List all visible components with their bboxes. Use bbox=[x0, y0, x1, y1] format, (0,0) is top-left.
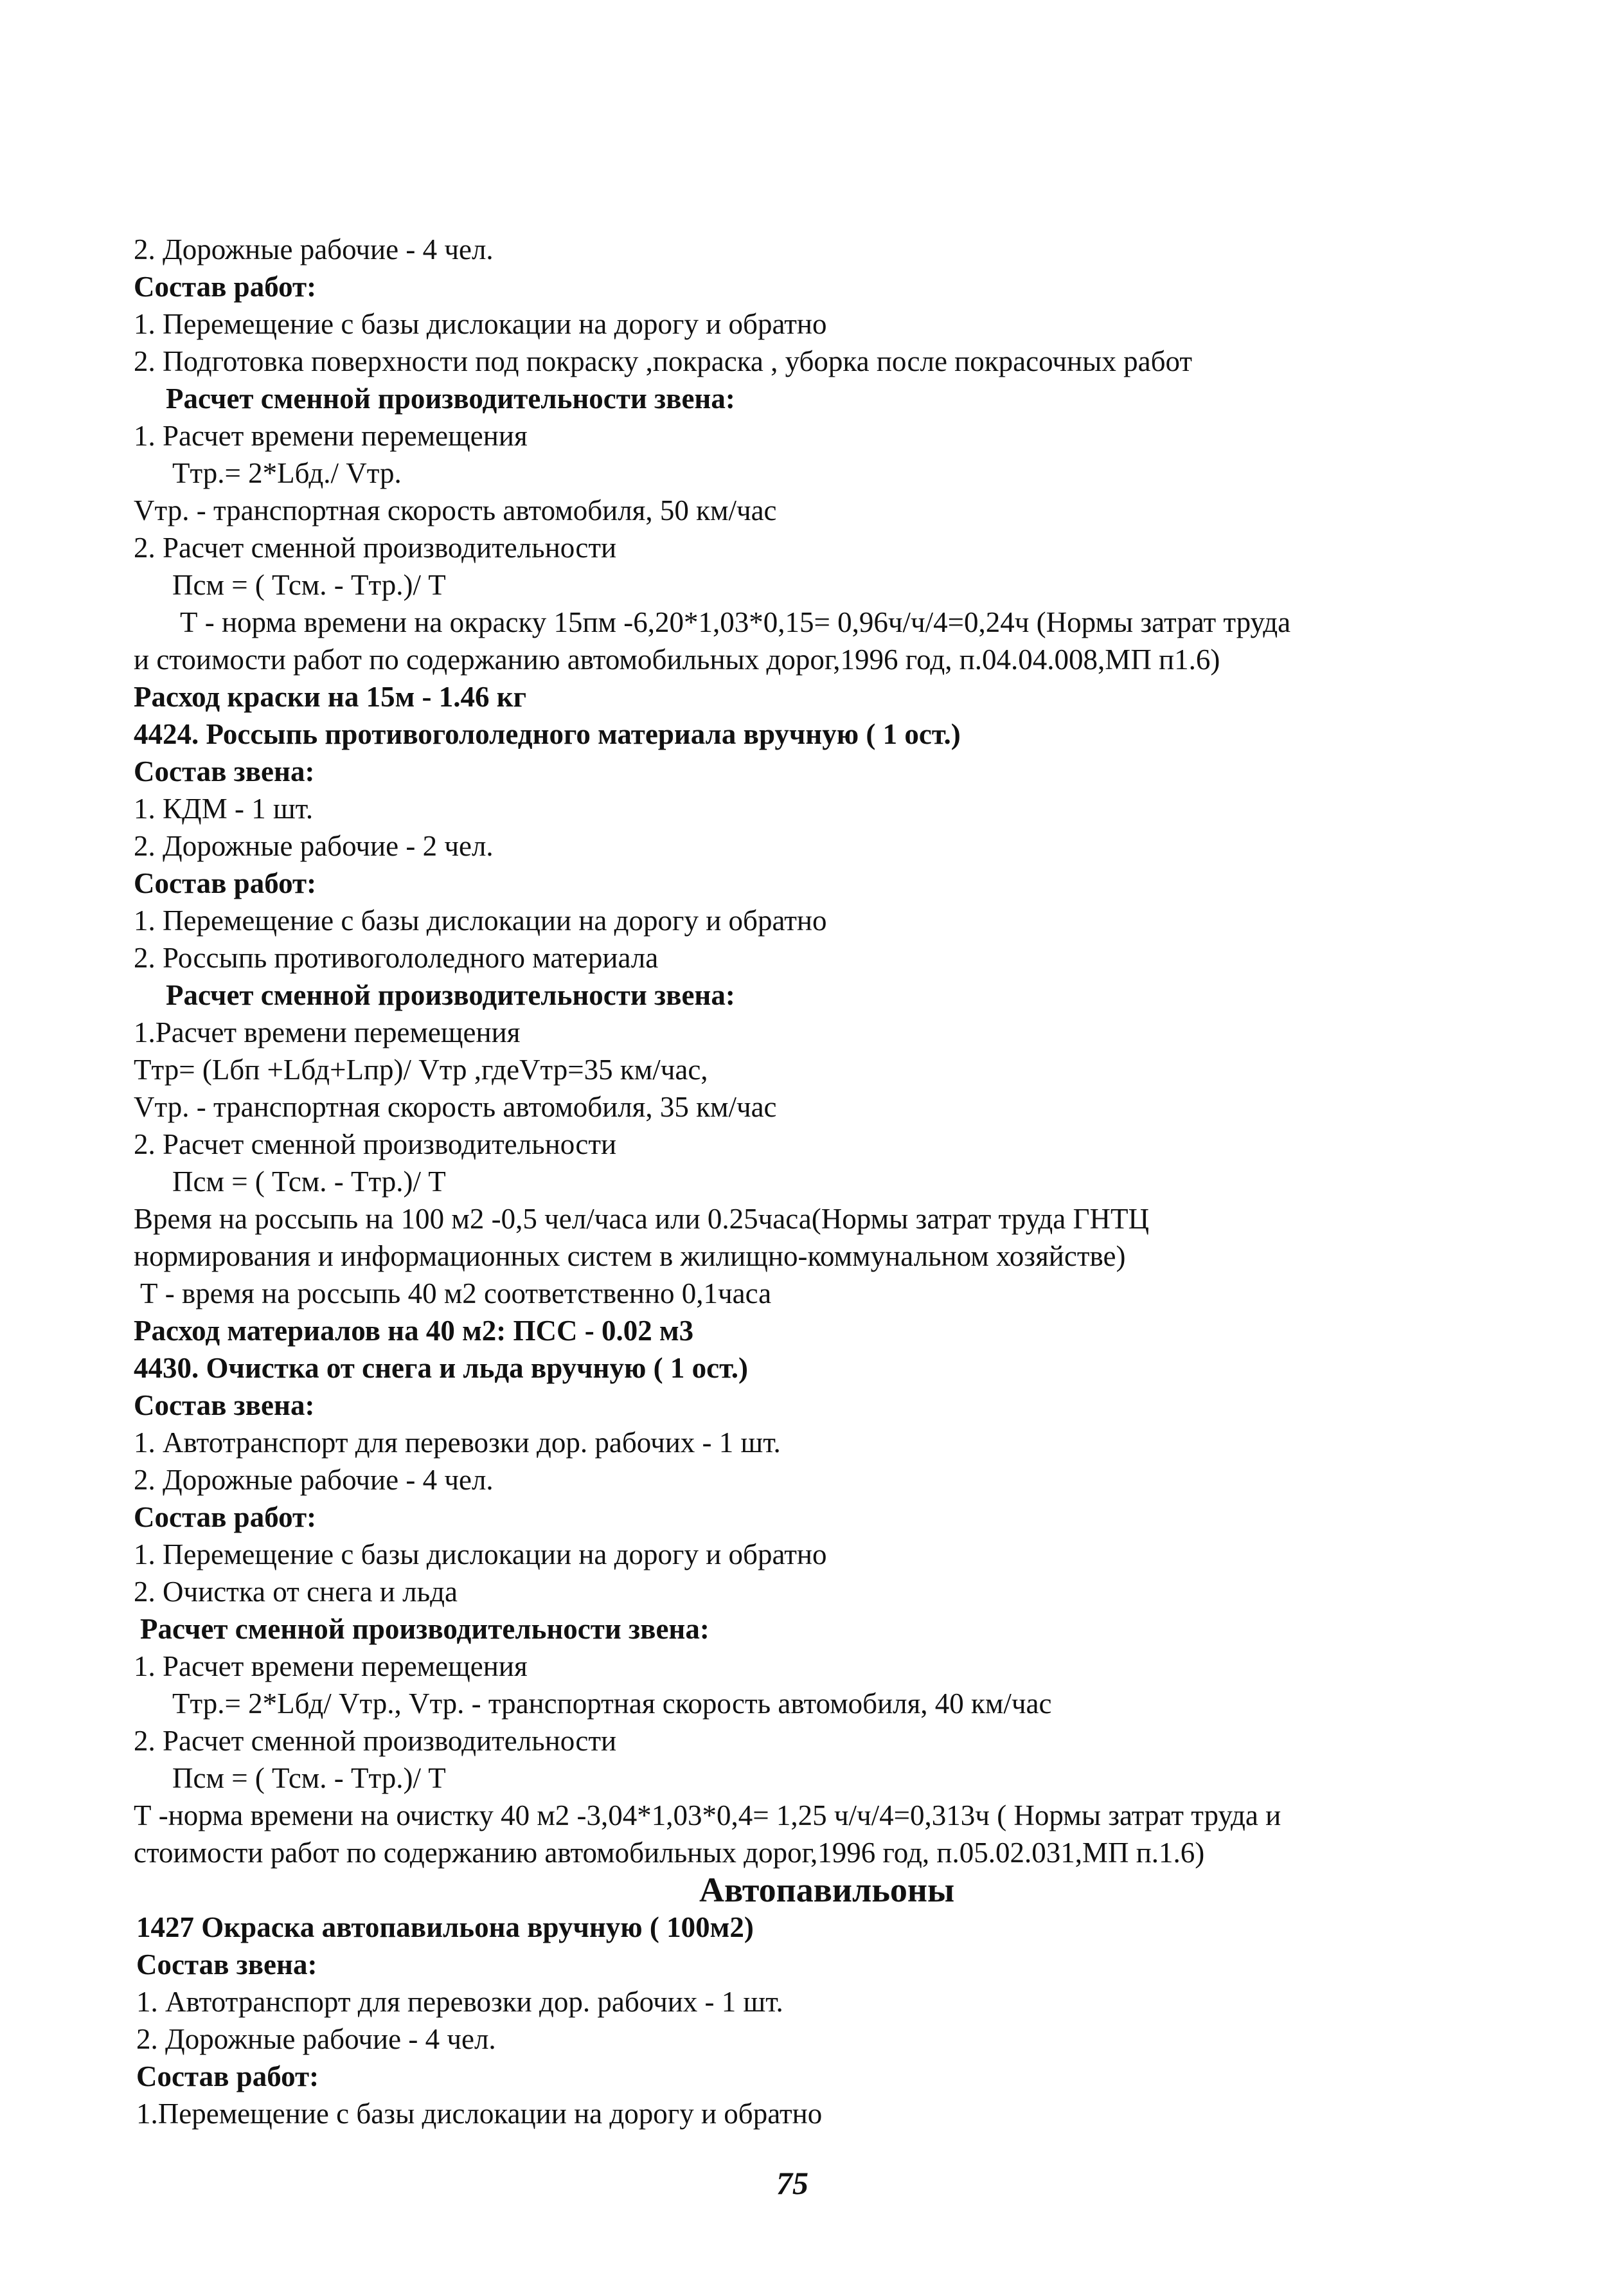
text-line: 1. Автотранспорт для перевозки дор. рабочих - 1 шт. bbox=[134, 1426, 781, 1459]
formula-line: Псм = ( Тсм. - Ттр.)/ Т bbox=[172, 1165, 446, 1198]
section-heading: Расчет сменной производительности звена: bbox=[140, 1613, 709, 1645]
section-heading: Состав звена: bbox=[134, 755, 315, 787]
text-line: 2. Расчет сменной производительности bbox=[134, 1128, 617, 1160]
text-line: Т - время на россыпь 40 м2 соответственно 0,1часа bbox=[140, 1277, 772, 1309]
text-line: Vтр. - транспортная скорость автомобиля, 35 км/час bbox=[134, 1091, 777, 1123]
text-line: 1. Перемещение с базы дислокации на дорогу и обратно bbox=[134, 904, 827, 937]
text-line: 2. Дорожные рабочие - 4 чел. bbox=[134, 1464, 494, 1496]
text-line: 2. Дорожные рабочие - 4 чел. bbox=[136, 2023, 496, 2055]
formula-line: Псм = ( Тсм. - Ттр.)/ Т bbox=[172, 569, 446, 601]
text-line: 2. Дорожные рабочие - 2 чел. bbox=[134, 830, 494, 862]
formula-line: Ттр.= 2*Lбд/ Vтр., Vтр. - транспортная скорость автомобиля, 40 км/час bbox=[172, 1687, 1052, 1720]
text-line: 1. Автотранспорт для перевозки дор. рабочих - 1 шт. bbox=[136, 1986, 783, 2018]
section-heading: Состав звена: bbox=[136, 1948, 317, 1981]
text-line: 2. Подготовка поверхности под покраску ,покраска , уборка после покрасочных работ bbox=[134, 345, 1193, 377]
section-heading: Расчет сменной производительности звена: bbox=[166, 979, 735, 1011]
text-line: 1.Расчет времени перемещения bbox=[134, 1016, 521, 1048]
item-heading: 1427 Окраска автопавильона вручную ( 100м2) bbox=[136, 1911, 754, 1943]
text-line: 2. Расчет сменной производительности bbox=[134, 532, 617, 564]
text-line: нормирования и информационных систем в жилищно-коммунальном хозяйстве) bbox=[134, 1240, 1126, 1272]
section-heading: Состав работ: bbox=[134, 271, 317, 303]
material-consumption-line: Расход краски на 15м - 1.46 кг bbox=[134, 681, 527, 713]
section-heading: Состав работ: bbox=[134, 1501, 317, 1533]
formula-line: Псм = ( Тсм. - Ттр.)/ Т bbox=[172, 1762, 446, 1794]
text-line: 1. Расчет времени перемещения bbox=[134, 1650, 528, 1682]
text-line: 2. Дорожные рабочие - 4 чел. bbox=[134, 233, 494, 265]
page-number: 75 bbox=[776, 2165, 808, 2201]
text-line: 1. КДМ - 1 шт. bbox=[134, 793, 314, 825]
section-title: Автопавильоны bbox=[699, 1871, 955, 1909]
section-heading: Состав звена: bbox=[134, 1389, 315, 1421]
formula-line: Ттр.= 2*Lбд./ Vтр. bbox=[172, 457, 402, 489]
section-heading: Состав работ: bbox=[136, 2060, 319, 2092]
section-heading: Состав работ: bbox=[134, 867, 317, 899]
text-line: 1. Перемещение с базы дислокации на дорогу и обратно bbox=[134, 1538, 827, 1570]
text-line: 1. Перемещение с базы дислокации на дорогу и обратно bbox=[134, 308, 827, 340]
item-heading: 4430. Очистка от снега и льда вручную ( 1 ост.) bbox=[134, 1352, 749, 1384]
text-line: Vтр. - транспортная скорость автомобиля, 50 км/час bbox=[134, 494, 777, 526]
text-line: 1. Расчет времени перемещения bbox=[134, 420, 528, 452]
text-line: Время на россыпь на 100 м2 -0,5 чел/часа или 0.25часа(Нормы затрат труда ГНТЦ bbox=[134, 1203, 1149, 1235]
text-line: и стоимости работ по содержанию автомобильных дорог,1996 год, п.04.04.008,МП п1.6) bbox=[134, 643, 1220, 676]
text-line: 2. Очистка от снега и льда bbox=[134, 1576, 458, 1608]
text-line: Т - норма времени на окраску 15пм -6,20*1,03*0,15= 0,96ч/ч/4=0,24ч (Нормы затрат труда bbox=[180, 606, 1291, 638]
text-line: 1.Перемещение с базы дислокации на дорогу и обратно bbox=[136, 2098, 823, 2130]
material-consumption-line: Расход материалов на 40 м2: ПСС - 0.02 м3 bbox=[134, 1315, 694, 1347]
text-line: Т -норма времени на очистку 40 м2 -3,04*1,03*0,4= 1,25 ч/ч/4=0,313ч ( Нормы затрат труда и bbox=[134, 1799, 1281, 1831]
text-line: стоимости работ по содержанию автомобильных дорог,1996 год, п.05.02.031,МП п.1.6) bbox=[134, 1837, 1205, 1869]
section-heading: Расчет сменной производительности звена: bbox=[166, 382, 735, 415]
text-line: 2. Россыпь противогололедного материала bbox=[134, 942, 659, 974]
item-heading: 4424. Россыпь противогололедного материала вручную ( 1 ост.) bbox=[134, 718, 961, 750]
formula-line: Ттр= (Lбп +Lбд+Lпр)/ Vтр ,гдеVтр=35 км/час, bbox=[134, 1054, 708, 1086]
text-line: 2. Расчет сменной производительности bbox=[134, 1725, 617, 1757]
